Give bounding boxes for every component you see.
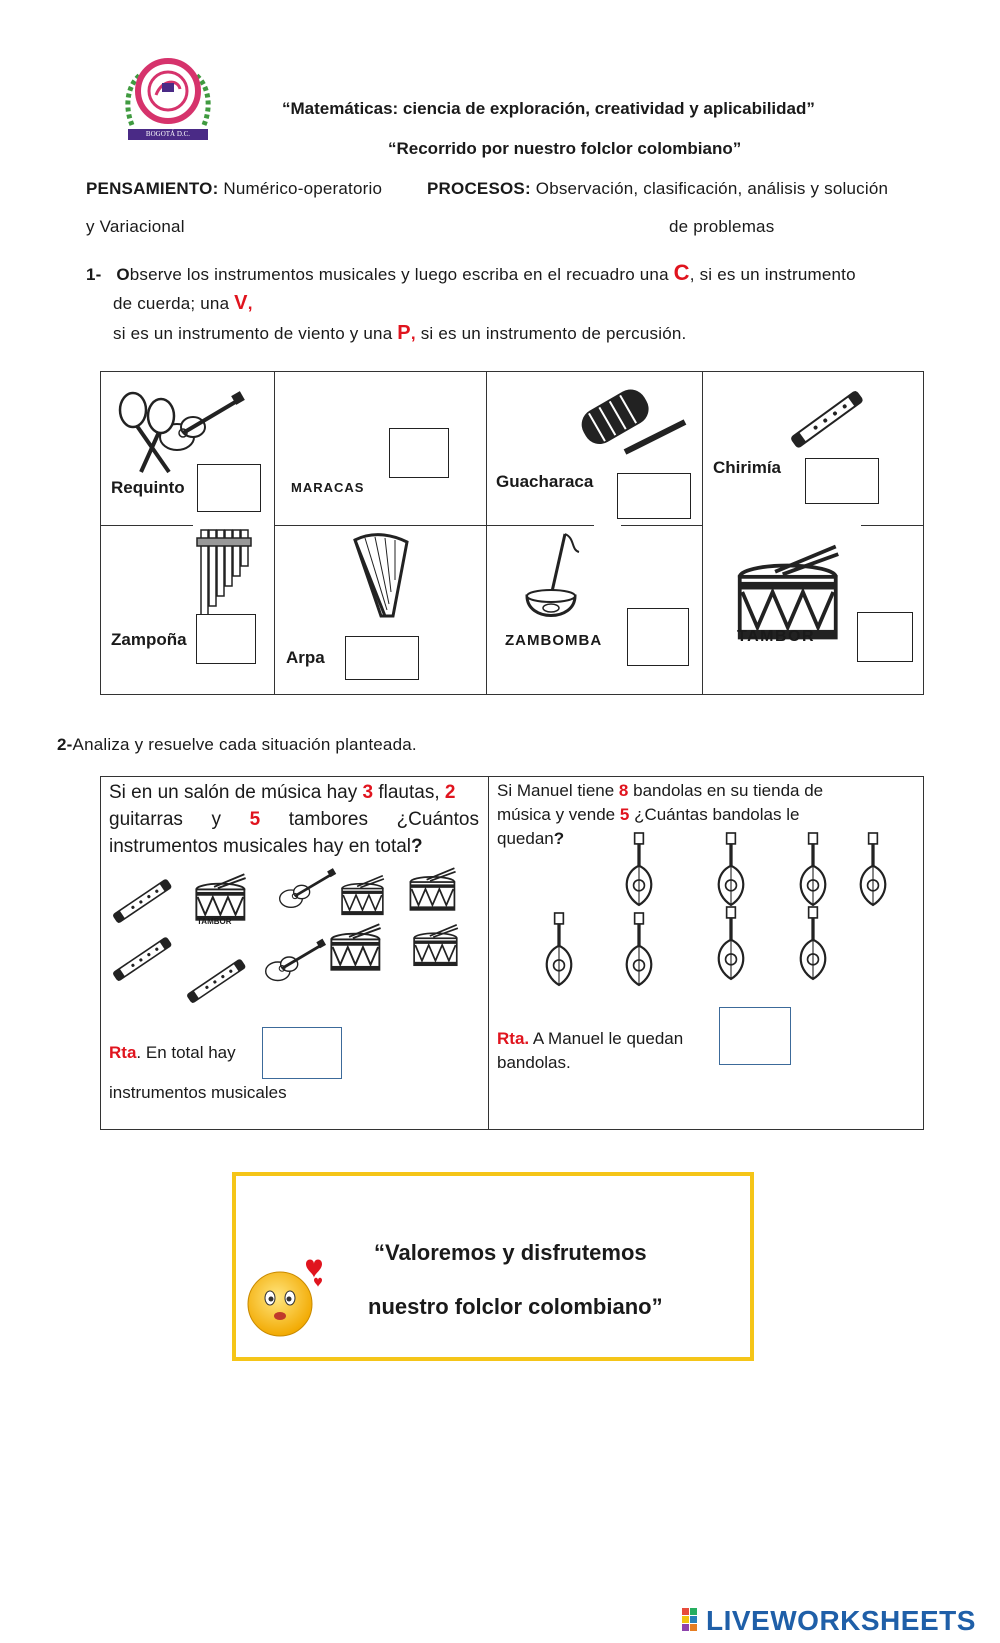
q1-instruction-line1 <box>86 260 856 286</box>
bandola-icon <box>793 833 833 905</box>
left-rta-text-2: instrumentos musicales <box>109 1083 287 1102</box>
q1-text-e: si es un instrumento de viento y una <box>113 324 393 343</box>
page-subtitle: “Recorrido por nuestro folclor colombiano” <box>388 139 742 158</box>
pensamiento-value: Numérico-operatorio <box>223 179 383 198</box>
label-zambomba: ZAMBOMBA <box>505 632 603 649</box>
bandola-icon <box>853 833 893 905</box>
drum-icon <box>719 544 859 640</box>
pensamiento-line <box>86 179 382 199</box>
guitar-icon <box>265 937 329 987</box>
letter-c: C <box>673 260 690 285</box>
left-line2b: y <box>211 809 222 830</box>
q2-number: 2- <box>57 735 73 754</box>
chirimia-icon <box>787 378 887 448</box>
left-problem-text <box>109 779 479 860</box>
q2-title-line <box>57 735 417 755</box>
q1-instruction-line2 <box>113 292 253 315</box>
left-line2a: guitarras <box>109 809 183 830</box>
liveworksheets-logo <box>682 1605 976 1637</box>
left-line1a: Si en un salón de música hay <box>109 782 358 803</box>
drum-icon <box>327 923 385 971</box>
label-guacharaca: Guacharaca <box>496 472 594 491</box>
left-n3: 5 <box>249 809 261 830</box>
label-requinto: Requinto <box>111 478 185 497</box>
left-n2: 2 <box>444 782 456 803</box>
q1-text-f: , <box>410 324 416 343</box>
zampona-icon <box>197 528 253 624</box>
zambomba-icon <box>521 530 591 626</box>
left-line3: instrumentos musicales hay en total <box>109 836 412 857</box>
left-rta <box>109 1043 236 1063</box>
liveworksheets-icon <box>682 1608 706 1634</box>
left-line1b: flautas, <box>378 782 440 803</box>
flute-icon <box>111 867 181 923</box>
drum-icon <box>341 873 385 917</box>
q1-text-g: si es un instrumento de percusión. <box>420 324 687 343</box>
procesos-value: Observación, clasificación, análisis y solución <box>535 179 889 198</box>
right-rta-text: A Manuel le quedan <box>532 1029 684 1048</box>
answer-box-chirimia[interactable] <box>805 458 879 504</box>
tambor-caption: TAMBOR <box>197 917 232 926</box>
left-line2d: ¿Cuántos <box>396 809 479 830</box>
q1-text-d: , <box>247 294 253 313</box>
banner-line-1: “Valoremos y disfrutemos <box>374 1240 647 1265</box>
smiley-heart-icon <box>244 1252 330 1340</box>
q1-first-letter: O <box>116 265 130 284</box>
bandola-icon <box>619 913 659 985</box>
drum-icon <box>413 923 459 967</box>
right-qmark: ? <box>553 829 565 848</box>
right-rta <box>497 1027 683 1075</box>
guacharaca-icon <box>567 378 687 458</box>
right-n1: 8 <box>618 781 629 800</box>
flute-icon <box>111 925 181 981</box>
right-line2b: ¿Cuántas bandolas le <box>634 805 800 824</box>
drum-icon <box>409 867 457 911</box>
left-line2c: tambores <box>288 809 368 830</box>
answer-box-remaining[interactable] <box>719 1007 791 1065</box>
bandola-icon <box>711 833 751 905</box>
left-qmark: ? <box>411 836 423 857</box>
guitar-icon <box>279 867 339 913</box>
pensamiento-label: PENSAMIENTO: <box>86 179 219 198</box>
label-zampona: Zampoña <box>111 630 187 649</box>
left-rta-label: Rta <box>109 1043 137 1062</box>
school-logo <box>122 55 214 143</box>
label-tambor: TAMBOR <box>737 628 816 645</box>
procesos-line <box>427 179 888 199</box>
letter-v: V <box>234 292 248 314</box>
q2-title: Analiza y resuelve cada situación planteada. <box>72 735 417 754</box>
procesos-label: PROCESOS: <box>427 179 531 198</box>
maracas-icon <box>111 392 191 476</box>
right-line1a: Si Manuel tiene <box>497 781 615 800</box>
answer-box-maracas[interactable] <box>389 428 449 478</box>
q1-text-c: de cuerda; una <box>113 294 230 313</box>
bandola-icon <box>619 833 659 905</box>
right-rta-label: Rta. <box>497 1029 530 1048</box>
procesos-value-2: de problemas <box>669 217 775 236</box>
bandola-icon <box>793 907 833 979</box>
flute-icon <box>185 947 255 1003</box>
left-n1: 3 <box>362 782 374 803</box>
bandola-icon <box>539 913 579 985</box>
right-line2a: música y vende <box>497 805 616 824</box>
q1-instruction-line3 <box>113 322 686 345</box>
right-line1b: bandolas en su tienda de <box>633 781 824 800</box>
banner-line-2: nuestro folclor colombiano” <box>368 1294 663 1319</box>
q1-text-a: bserve los instrumentos musicales y luego escriba en el recuadro una <box>129 265 669 284</box>
instrument-grid <box>100 371 924 695</box>
bandola-icon <box>711 907 751 979</box>
problems-table <box>100 776 924 1130</box>
label-maracas: MARACAS <box>291 480 365 495</box>
right-n2: 5 <box>619 805 630 824</box>
q1-number: 1- <box>86 265 102 284</box>
right-rta-text-2: bandolas. <box>497 1053 571 1072</box>
answer-box-arpa[interactable] <box>345 636 419 680</box>
answer-box-guacharaca[interactable] <box>617 473 691 519</box>
harp-icon <box>345 530 415 620</box>
liveworksheets-text: LIVEWORKSHEETS <box>706 1605 976 1636</box>
logo-caption: BOGOTÁ D.C. <box>145 130 191 138</box>
pensamiento-value-2: y Variacional <box>86 217 185 236</box>
answer-box-requinto[interactable] <box>197 464 261 512</box>
answer-box-zampona[interactable] <box>196 614 256 664</box>
closing-banner <box>232 1172 754 1361</box>
label-arpa: Arpa <box>286 648 325 667</box>
q1-text-b: , si es un instrumento <box>689 265 856 284</box>
left-rta-text: . En total hay <box>136 1043 236 1062</box>
answer-box-tambor[interactable] <box>857 612 913 662</box>
letter-p: P <box>397 322 411 344</box>
page-title: “Matemáticas: ciencia de exploración, creatividad y aplicabilidad” <box>282 99 815 118</box>
label-chirimia: Chirimía <box>713 458 782 477</box>
drum-icon <box>191 873 251 921</box>
answer-box-total[interactable] <box>262 1027 342 1079</box>
right-line3: quedan <box>497 829 554 848</box>
answer-box-zambomba[interactable] <box>627 608 689 666</box>
